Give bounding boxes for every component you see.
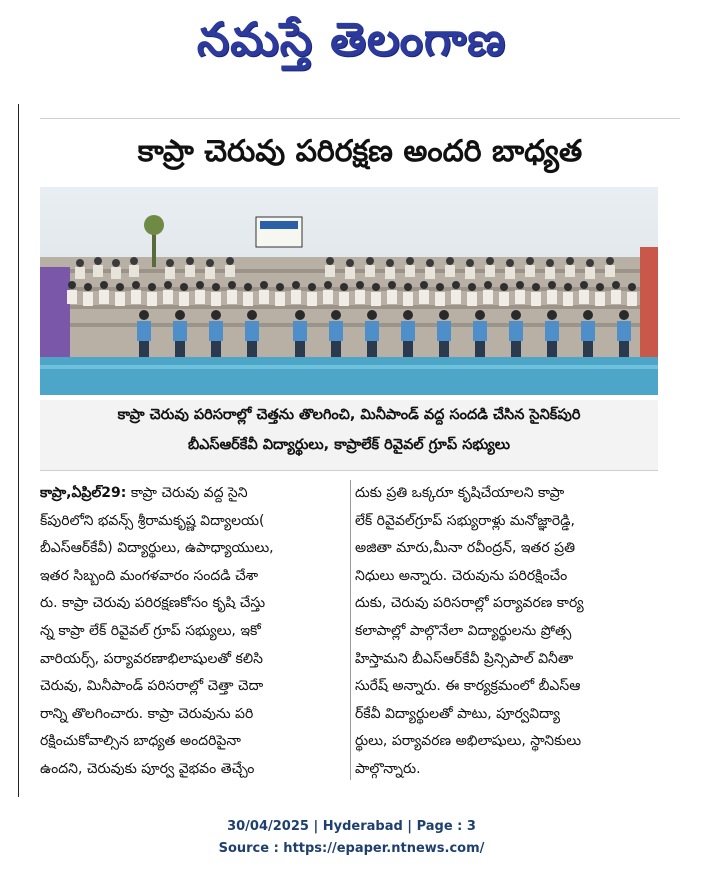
body-line: ర్‌కేవీ విద్యార్థులతో పాటు, పూర్వవిద్యా xyxy=(355,705,561,722)
clipping-top-rule xyxy=(40,118,680,119)
group-photo xyxy=(40,187,658,395)
body-line: దుకు ప్రతి ఒక్కరూ కృషిచేయాలని కాప్రా xyxy=(355,485,565,501)
clipping-left-border xyxy=(18,104,19,797)
caption-line: బీఎస్‌ఆర్‌కేవీ విద్యార్థులు, కాప్రాలేక్ రివైవల్ గ్రూప్ సభ్యులు xyxy=(187,437,511,453)
footer-source-link[interactable]: Source : https://epaper.ntnews.com/ xyxy=(218,841,485,856)
caption-line: కాప్రా చెరువు పరిసరాల్లో చెత్తను తొలగించి, మినీపాండ్ వద్ద సందడి చేసిన సైనిక్‌పురి xyxy=(117,407,581,423)
body-line: న్న కాప్రా లేక్ రివైవల్ గ్రూప్ సభ్యులు, ఇకో xyxy=(40,622,261,639)
body-line: క్‌పురిలోని భవన్స్ శ్రీరామకృష్ణ విద్యాలయ( xyxy=(40,512,265,529)
photo-caption xyxy=(40,400,658,471)
body-line: లేక్ రివైవల్‌గ్రూప్ సభ్యురాళ్లు మనోజ్ఞారెడ్డి, xyxy=(355,512,575,529)
body-line: ఇతర సిబ్బంది మంగళవారం సందడి చేశా xyxy=(40,567,259,584)
body-line: పాల్గొన్నారు. xyxy=(355,760,421,777)
epaper-footer xyxy=(0,816,703,860)
article-body-right-column xyxy=(355,480,655,780)
body-line: హిస్తామని బీఎస్‌ఆర్‌కేవీ ప్రిన్సిపాల్ వినీతా xyxy=(355,650,574,667)
body-line: కలాపాల్లో పాల్గొనేలా విద్యార్థులను ప్రోత్స xyxy=(355,622,572,639)
body-line: దుకు, చెరువు పరిసరాల్లో పర్యావరణ కార్య xyxy=(355,595,584,612)
masthead-title: నమస్తే తెలంగాణ xyxy=(196,12,507,66)
body-line: రు. కాప్రా చెరువు పరిరక్షణకోసం కృషి చేస్తు xyxy=(40,595,266,612)
dateline: కాప్రా,ఏప్రిల్29: xyxy=(40,485,127,501)
body-text: కాప్రా చెరువు వద్ద సైని xyxy=(126,485,248,501)
body-line: ఉందని, చెరువుకు పూర్వ వైభవం తెచ్చేం xyxy=(40,760,255,777)
article-headline: కాప్రా చెరువు పరిరక్షణ అందరి బాధ్యత xyxy=(137,134,583,169)
body-line: చెరువు, మినీపాండ్ పరిసరాల్లో చెత్తా చెదా xyxy=(40,678,264,695)
body-line: ర్థులు, పర్యావరణ అభిలాషులు, స్థానికులు xyxy=(355,733,582,750)
body-line: వారియర్స్, పర్యావరణాభిలాషులతో కలిసి xyxy=(40,650,263,667)
body-line: రక్షించుకోవాల్సిన బాధ్యత అందరిపైనా xyxy=(40,733,241,750)
body-line xyxy=(40,480,340,508)
body-line: సురేష్ అన్నారు. ఈ కార్యక్రమంలో బీఎస్‌ఆ xyxy=(355,678,581,695)
footer-date-edition: 30/04/2025 | Hyderabad | Page : 3 xyxy=(227,819,476,834)
body-line: నిధులు అన్నారు. చెరువును పరిరక్షించేం xyxy=(355,567,568,584)
body-line: బీఎస్‌ఆర్‌కేవీ) విద్యార్థులు, ఉపాధ్యాయులు, xyxy=(40,540,274,557)
body-line: రాన్ని తొలగించారు. కాప్రా చెరువును పరి xyxy=(40,705,254,722)
body-line: అజితా మారు,మీనా రవీంద్రన్, ఇతర ప్రతి xyxy=(355,540,576,557)
article-body-left-column xyxy=(40,480,351,780)
